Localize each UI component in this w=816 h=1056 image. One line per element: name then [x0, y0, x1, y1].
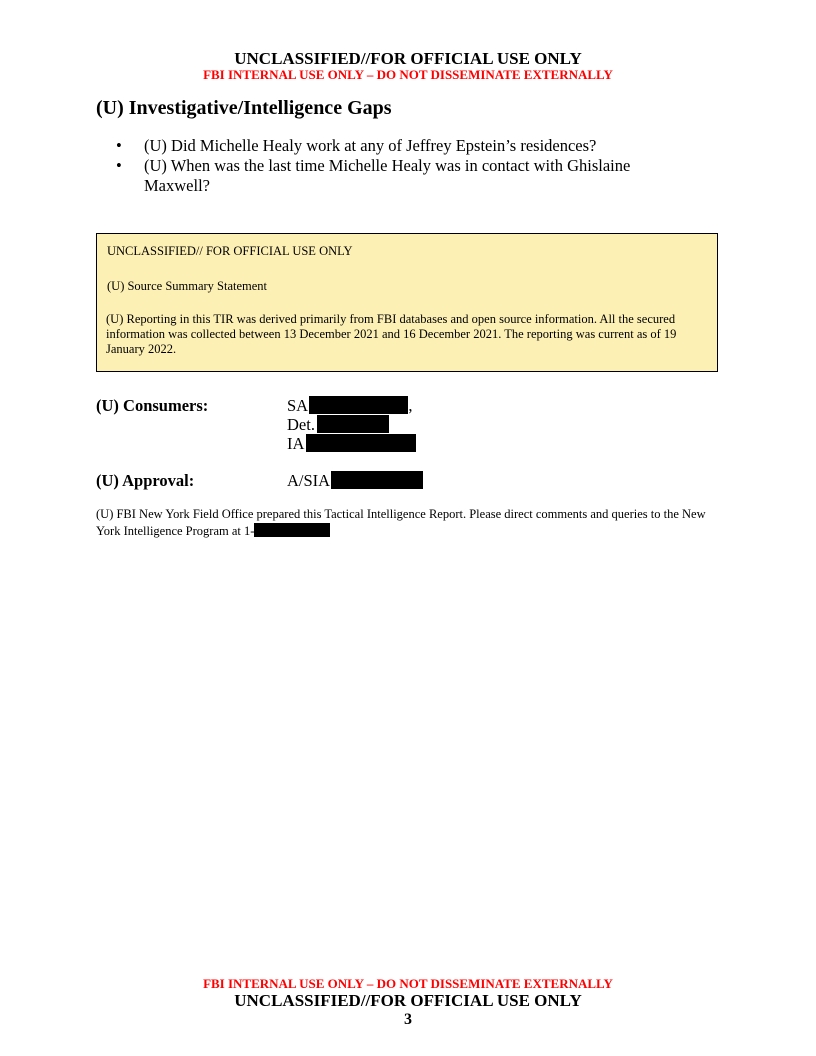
consumer-suffix: , [408, 396, 413, 415]
closing-statement [96, 507, 716, 539]
footer-dissemination-warning: FBI INTERNAL USE ONLY – DO NOT DISSEMINATE EXTERNALLY [203, 976, 613, 991]
consumer-prefix: IA [287, 434, 304, 453]
approval-prefix: A/SIA [287, 471, 330, 490]
section-title: (U) Investigative/Intelligence Gaps [96, 97, 392, 119]
approval-label: (U) Approval: [96, 471, 195, 490]
footer-classification: UNCLASSIFIED//FOR OFFICIAL USE ONLY [234, 991, 582, 1010]
redaction-block [309, 396, 408, 414]
consumer-prefix: Det. [287, 415, 315, 434]
header-dissemination-warning: FBI INTERNAL USE ONLY – DO NOT DISSEMINATE EXTERNALLY [203, 67, 613, 82]
box-body: (U) Reporting in this TIR was derived primarily from FBI databases and open source information. All the secured information was collected between 13 December 2021 and 16 December 2021. The reporting was current as of 19 January 2022. [106, 312, 677, 356]
consumer-entry [287, 415, 389, 435]
gap-text: (U) When was the last time Michelle Healy was in contact with Ghislaine Maxwell? [144, 156, 631, 195]
closing-text: (U) FBI New York Field Office prepared this Tactical Intelligence Report. Please direct comments and queries to the New York Intelligence Program at 1- [96, 507, 706, 538]
redaction-block [331, 471, 423, 489]
source-summary-box [96, 233, 718, 372]
consumer-entry [287, 396, 412, 416]
redaction-block [306, 434, 416, 452]
consumer-prefix: SA [287, 396, 308, 415]
consumers-label: (U) Consumers: [96, 396, 209, 415]
page-number: 3 [404, 1011, 412, 1028]
bullet-icon: • [116, 136, 122, 155]
list-item [116, 156, 656, 196]
consumer-entry [287, 434, 416, 454]
box-classification: UNCLASSIFIED// FOR OFFICIAL USE ONLY [107, 244, 353, 258]
list-item [116, 136, 656, 156]
approval-entry [287, 471, 423, 491]
bullet-icon: • [116, 156, 122, 175]
header-classification: UNCLASSIFIED//FOR OFFICIAL USE ONLY [234, 49, 582, 68]
gap-text: (U) Did Michelle Healy work at any of Jeffrey Epstein’s residences? [144, 136, 597, 155]
redaction-block [254, 523, 330, 537]
box-heading: (U) Source Summary Statement [107, 279, 268, 293]
redaction-block [317, 415, 389, 433]
gaps-list [116, 136, 656, 196]
